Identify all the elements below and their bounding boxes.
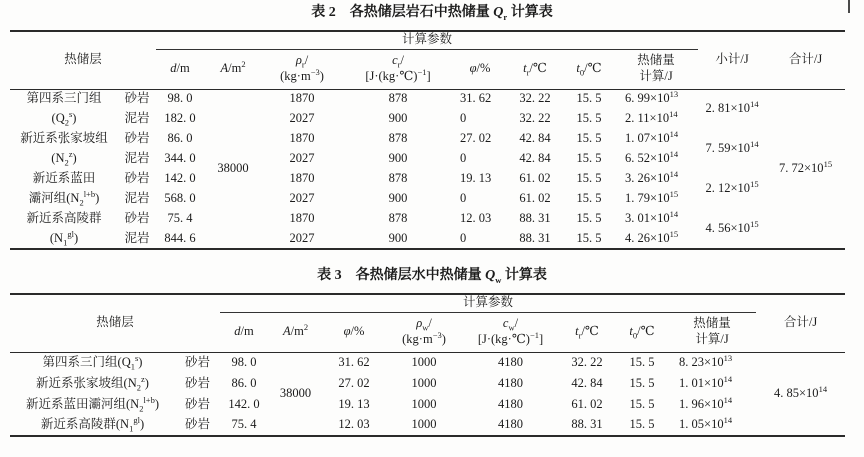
reference-temp-header: $t_0/℃$ bbox=[616, 312, 668, 352]
lithology-cell: 砂岩 bbox=[185, 417, 211, 432]
subtotal-cell: 2. $81\times 10^{14}$ bbox=[705, 99, 759, 116]
heat-reserve-cell: 1. $96\times 10^{14}$ bbox=[679, 394, 733, 411]
reference-temp-header: $t_0/℃$ bbox=[564, 49, 614, 89]
depth-cell: 182. 0 bbox=[164, 111, 196, 126]
table3-title: 表 3 各热储层水中热储量 $Q_w$ 计算表 bbox=[317, 268, 547, 285]
density-cell: 1000 bbox=[411, 417, 437, 432]
area-header: $A/m^2$ bbox=[268, 312, 323, 352]
porosity-cell: 0 bbox=[460, 191, 467, 206]
rock-density-header: $\rho_r/$ $(kg\cdot m^{-3})$ bbox=[262, 49, 342, 89]
heat-reserve-header: 热储量 计算/J bbox=[668, 312, 756, 352]
porosity-cell: 0 bbox=[460, 230, 467, 245]
reservoir-temp-cell: 61. 02 bbox=[519, 191, 551, 206]
depth-cell: 98. 0 bbox=[167, 91, 193, 106]
heat-capacity-cell: 878 bbox=[388, 91, 408, 106]
reservoir-temp-cell: 42. 84 bbox=[519, 151, 551, 166]
heat-capacity-cell: 900 bbox=[388, 191, 408, 206]
lithology-cell: 砂岩 bbox=[124, 211, 150, 226]
area-cell: 38000 bbox=[217, 160, 249, 175]
reservoir-temp-cell: 88. 31 bbox=[571, 417, 603, 432]
heat-capacity-cell: 878 bbox=[388, 171, 408, 186]
porosity-cell: 12. 03 bbox=[338, 417, 370, 432]
params-group-header: 计算参数 bbox=[220, 294, 756, 312]
porosity-cell: 0 bbox=[460, 111, 467, 126]
water-heat-capacity-header: $c_w/$ [J·(kg·℃)$^{-1}$] bbox=[463, 312, 558, 352]
depth-cell: 142. 0 bbox=[164, 171, 196, 186]
heat-reserve-cell: 3. $26\times 10^{14}$ bbox=[625, 169, 679, 186]
heat-capacity-cell: 4180 bbox=[498, 375, 524, 390]
total-cell: 4. $85\times 10^{14}$ bbox=[774, 383, 828, 400]
rock-heat-capacity-header: $c_r/$ [J·(kg·℃)$^{-1}$] bbox=[342, 49, 454, 89]
table-row bbox=[10, 394, 845, 415]
depth-cell: 86. 0 bbox=[167, 131, 193, 146]
heat-capacity-cell: 878 bbox=[388, 211, 408, 226]
table-row bbox=[10, 415, 845, 436]
heat-reserve-cell: 6. $99\times 10^{13}$ bbox=[625, 89, 679, 106]
lithology-cell: 泥岩 bbox=[124, 111, 150, 126]
reference-temp-cell: 15. 5 bbox=[629, 354, 655, 369]
density-cell: 1870 bbox=[289, 91, 315, 106]
params-group-header: 计算参数 bbox=[156, 31, 698, 49]
reference-temp-cell: 15. 5 bbox=[576, 131, 602, 146]
heat-capacity-cell: 900 bbox=[388, 151, 408, 166]
depth-cell: 98. 0 bbox=[231, 354, 257, 369]
heat-reserve-cell: 1. $05\times 10^{14}$ bbox=[679, 415, 733, 432]
density-cell: 2027 bbox=[289, 230, 315, 245]
table-2 bbox=[10, 30, 845, 250]
density-cell: 1000 bbox=[411, 396, 437, 411]
depth-header: d/m bbox=[220, 312, 268, 352]
formation-name-cell: 第四系三门组 bbox=[26, 91, 102, 106]
heat-capacity-cell: 4180 bbox=[498, 396, 524, 411]
heat-reserve-cell: 3. $01\times 10^{14}$ bbox=[625, 209, 679, 226]
subtotal-cell: 7. $59\times 10^{14}$ bbox=[705, 139, 759, 156]
heat-capacity-cell: 878 bbox=[388, 131, 408, 146]
lithology-cell: 泥岩 bbox=[124, 151, 150, 166]
reservoir-header: 热储层 bbox=[10, 294, 220, 352]
formation-name-cell: 新近系蓝田 bbox=[32, 171, 96, 186]
table-row bbox=[10, 129, 845, 149]
heat-capacity-cell: 900 bbox=[388, 111, 408, 126]
table-row bbox=[10, 169, 845, 189]
lithology-cell: 砂岩 bbox=[124, 171, 150, 186]
depth-cell: 86. 0 bbox=[231, 375, 257, 390]
density-cell: 1870 bbox=[289, 211, 315, 226]
total-header: 合计/J bbox=[756, 294, 845, 352]
density-cell: 2027 bbox=[289, 191, 315, 206]
porosity-cell: 31. 62 bbox=[460, 91, 492, 106]
reservoir-temp-cell: 42. 84 bbox=[519, 131, 551, 146]
reference-temp-cell: 15. 5 bbox=[576, 111, 602, 126]
density-cell: 1000 bbox=[411, 354, 437, 369]
lithology-cell: 砂岩 bbox=[185, 354, 211, 369]
density-cell: 1000 bbox=[411, 375, 437, 390]
reference-temp-cell: 15. 5 bbox=[576, 230, 602, 245]
formation-name-cell: $(N_1^{gl})$ bbox=[49, 229, 79, 248]
formation-name-cell: 新近系蓝田灞河组$(N_2^{l+b})$ bbox=[25, 394, 160, 414]
area-header: $A/m^2$ bbox=[204, 49, 262, 89]
subtotal-header: 小计/J bbox=[698, 31, 766, 89]
porosity-cell: 19. 13 bbox=[338, 396, 370, 411]
porosity-cell: 19. 13 bbox=[460, 171, 492, 186]
depth-cell: 75. 4 bbox=[167, 211, 193, 226]
formation-name-cell: $(Q_2^s)$ bbox=[51, 109, 77, 128]
heat-reserve-cell: 6. $52\times 10^{14}$ bbox=[625, 149, 679, 166]
porosity-header: φ/% bbox=[323, 312, 385, 352]
reference-temp-cell: 15. 5 bbox=[629, 396, 655, 411]
reference-temp-cell: 15. 5 bbox=[629, 375, 655, 390]
total-cell: 7. $72\times 10^{15}$ bbox=[779, 158, 833, 175]
heat-reserve-cell: 2. $11\times 10^{14}$ bbox=[625, 109, 678, 126]
heat-reserve-cell: 1. $79\times 10^{15}$ bbox=[625, 189, 679, 206]
porosity-cell: 27. 02 bbox=[338, 375, 370, 390]
table-row bbox=[10, 89, 845, 109]
porosity-header: φ/% bbox=[454, 49, 506, 89]
porosity-cell: 12. 03 bbox=[460, 211, 492, 226]
formation-name-cell: 新近系高陵群$(N_1^{gl})$ bbox=[40, 415, 145, 434]
total-header: 合计/J bbox=[766, 31, 845, 89]
table3-header-group-row bbox=[10, 294, 845, 312]
depth-cell: 344. 0 bbox=[164, 151, 196, 166]
formation-name-cell: 新近系张家坡组 bbox=[20, 131, 108, 146]
density-cell: 1870 bbox=[289, 131, 315, 146]
formation-name-cell: $(N_2^z)$ bbox=[51, 149, 77, 168]
subtotal-cell: 2. $12\times 10^{15}$ bbox=[705, 179, 759, 196]
depth-header: d/m bbox=[156, 49, 204, 89]
reservoir-temp-cell: 32. 22 bbox=[519, 91, 551, 106]
area-cell: 38000 bbox=[279, 385, 312, 400]
reference-temp-cell: 15. 5 bbox=[576, 91, 602, 106]
porosity-cell: 27. 02 bbox=[460, 131, 492, 146]
depth-cell: 568. 0 bbox=[164, 191, 196, 206]
lithology-cell: 泥岩 bbox=[124, 230, 150, 245]
depth-cell: 75. 4 bbox=[231, 417, 257, 432]
depth-cell: 844. 6 bbox=[164, 230, 196, 245]
heat-reserve-cell: 1. $01\times 10^{14}$ bbox=[679, 373, 733, 390]
table-3 bbox=[10, 293, 845, 437]
table2-title: 表 2 各热储层岩石中热储量 $Q_r$ 计算表 bbox=[311, 5, 553, 22]
reservoir-temp-cell: 88. 31 bbox=[519, 230, 551, 245]
porosity-cell: 0 bbox=[460, 151, 467, 166]
formation-name-cell: 新近系张家坡组$(N_2^z)$ bbox=[36, 373, 149, 393]
density-cell: 2027 bbox=[289, 151, 315, 166]
heat-reserve-cell: 4. $26\times 10^{15}$ bbox=[625, 229, 679, 245]
heat-reserve-header: 热储量 计算/J bbox=[614, 49, 698, 89]
formation-name-cell: 新近系高陵群 bbox=[26, 211, 102, 226]
table-row bbox=[10, 373, 845, 394]
page-edge-mark bbox=[848, 0, 850, 13]
reservoir-temp-header: $t_r/℃$ bbox=[558, 312, 616, 352]
reference-temp-cell: 15. 5 bbox=[576, 211, 602, 226]
water-density-header: $\rho_w/$ $(kg\cdot m^{-3})$ bbox=[385, 312, 463, 352]
heat-capacity-cell: 4180 bbox=[498, 354, 524, 369]
reference-temp-cell: 15. 5 bbox=[576, 151, 602, 166]
formation-name-cell: 第四系三门组$(Q_1^s)$ bbox=[42, 352, 143, 372]
lithology-cell: 砂岩 bbox=[185, 375, 211, 390]
heat-reserve-cell: 8. $23\times 10^{13}$ bbox=[679, 352, 733, 369]
subtotal-cell: 4. $56\times 10^{15}$ bbox=[705, 218, 759, 235]
lithology-cell: 砂岩 bbox=[185, 396, 211, 411]
reference-temp-cell: 15. 5 bbox=[629, 417, 655, 432]
reservoir-header: 热储层 bbox=[10, 31, 156, 89]
heat-capacity-cell: 900 bbox=[388, 230, 408, 245]
reference-temp-cell: 15. 5 bbox=[576, 171, 602, 186]
reservoir-temp-cell: 42. 84 bbox=[571, 375, 603, 390]
heat-capacity-cell: 4180 bbox=[498, 417, 524, 432]
reservoir-temp-header: $t_r/℃$ bbox=[506, 49, 564, 89]
lithology-cell: 泥岩 bbox=[124, 191, 150, 206]
formation-name-cell: 灞河组$(N_2^{l+b})$ bbox=[28, 189, 100, 208]
heat-reserve-cell: 1. $07\times 10^{14}$ bbox=[625, 129, 679, 146]
lithology-cell: 砂岩 bbox=[124, 91, 150, 106]
table2-header-group-row bbox=[10, 31, 845, 49]
porosity-cell: 31. 62 bbox=[338, 354, 370, 369]
reservoir-temp-cell: 32. 22 bbox=[571, 354, 603, 369]
density-cell: 2027 bbox=[289, 111, 315, 126]
reservoir-temp-cell: 61. 02 bbox=[571, 396, 603, 411]
reservoir-temp-cell: 32. 22 bbox=[519, 111, 551, 126]
depth-cell: 142. 0 bbox=[228, 396, 260, 411]
reference-temp-cell: 15. 5 bbox=[576, 191, 602, 206]
reservoir-temp-cell: 61. 02 bbox=[519, 171, 551, 186]
table-row bbox=[10, 209, 845, 229]
reservoir-temp-cell: 88. 31 bbox=[519, 211, 551, 226]
table-row bbox=[10, 352, 845, 373]
lithology-cell: 砂岩 bbox=[124, 131, 150, 146]
density-cell: 1870 bbox=[289, 171, 315, 186]
